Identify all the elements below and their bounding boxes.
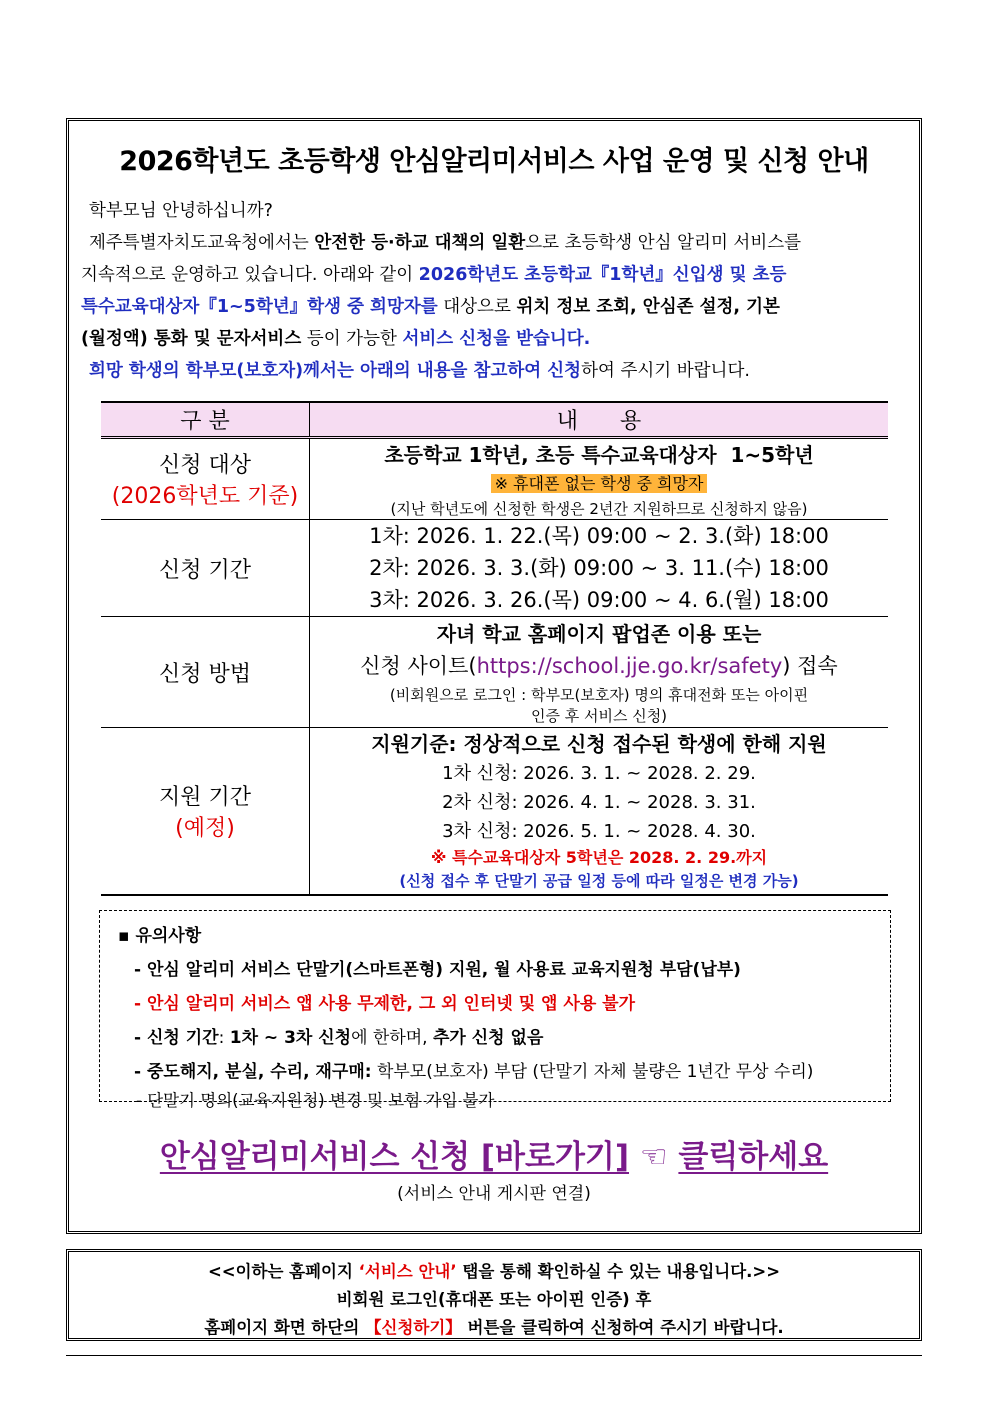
caution-item-1: - 안심 알리미 서비스 단말기(스마트폰형) 지원, 월 사용료 교육지원청 부담(납부) [134, 960, 741, 980]
intro-line-2: 제주특별자치도교육청에서는 안전한 등·하교 대책의 일환으로 초등학생 안심 알리미 서비스를 [89, 233, 802, 253]
support-round-1: 1차 신청: 2026. 3. 1. ~ 2028. 2. 29. [442, 763, 756, 784]
intro-paragraph [81, 195, 911, 387]
header-content: 내 용 [310, 402, 889, 438]
intro-line-6: 희망 학생의 학부모(보호자)께서는 아래의 내용을 참고하여 신청하여 주시기 바랍니다. [89, 361, 750, 381]
table-row-method: 신청 방법 자녀 학교 홈페이지 팝업존 이용 또는 신청 사이트(https://school.jje.go.kr/safety) 접속 (비회원으로 로그인 : 학부모(보호자) 명의 휴대전화 또는 아이핀 인증 후 서비스 신청) [101, 617, 888, 728]
intro-line-3: 지속적으로 운영하고 있습니다. 아래와 같이 2026학년도 초등학교『1학년』신입생 및 초등 [81, 265, 787, 285]
table-row-period [101, 520, 888, 617]
footer-line-1: <<이하는 홈페이지 ‘서비스 안내’ 탭을 통해 확인하실 수 있는 내용입니다.>> [207, 1262, 781, 1281]
support-label: 지원 기간 [158, 785, 251, 810]
caution-item-2: - 안심 알리미 서비스 앱 사용 무제한, 그 외 인터넷 및 앱 사용 불가 [134, 994, 636, 1014]
pointing-hand-icon: ☜ [639, 1139, 668, 1175]
info-table [101, 401, 888, 896]
caution-item-4: - 중도해지, 분실, 수리, 재구매: 학부모(보호자) 부담 (단말기 자체 불량은 1년간 무상 수리) [134, 1062, 814, 1082]
apply-shortcut-link[interactable]: 안심알리미서비스 신청 [바로가기] ☜ 클릭하세요 [159, 1139, 829, 1175]
caution-title: ▪ 유의사항 [118, 926, 202, 946]
method-note-1: (비회원으로 로그인 : 학부모(보호자) 명의 휴대전화 또는 아이핀 [389, 686, 809, 704]
table-header-row [101, 402, 888, 438]
target-label: 신청 대상 [158, 453, 251, 478]
table-row-support [101, 728, 888, 896]
support-change-note: (신청 접수 후 단말기 공급 일정 등에 따라 일정은 변경 가능) [399, 872, 799, 890]
support-special: ※ 특수교육대상자 5학년은 2028. 2. 29.까지 [430, 848, 768, 867]
target-main: 초등학교 1학년, 초등 특수교육대상자 1~5학년 [384, 443, 814, 467]
target-label-sub: (2026학년도 기준) [111, 484, 299, 509]
table-row-target [101, 438, 888, 520]
cta-subtitle: (서비스 안내 게시판 연결) [397, 1184, 591, 1204]
intro-line-5: (월정액) 통화 및 문자서비스 등이 가능한 서비스 신청을 받습니다. [81, 329, 591, 349]
target-highlight: ※ 휴대폰 없는 학생 중 희망자 [491, 474, 708, 493]
header-category: 구 분 [101, 402, 310, 438]
period-round-3: 3차: 2026. 3. 26.(목) 09:00 ~ 4. 6.(월) 18:00 [369, 588, 829, 612]
method-label: 신청 방법 [101, 617, 310, 728]
greeting: 학부모님 안녕하십니까? [89, 201, 273, 221]
period-label: 신청 기간 [101, 520, 310, 617]
bottom-rule [66, 1355, 922, 1356]
page-title: 2026학년도 초등학생 안심알리미서비스 사업 운영 및 신청 안내 [119, 146, 869, 177]
footer-line-2: 비회원 로그인(휴대폰 또는 아이핀 인증) 후 [336, 1290, 652, 1309]
homepage-notice-box [66, 1249, 922, 1341]
footer-line-3: 홈페이지 화면 하단의 【신청하기】 버튼을 클릭하여 신청하여 주시기 바랍니다. [204, 1318, 784, 1337]
support-criteria: 지원기준: 정상적으로 신청 접수된 학생에 한해 지원 [371, 732, 827, 756]
caution-item-5: - 단말기 명의(교육지원청) 변경 및 보험 가입 불가 [136, 1091, 495, 1110]
support-round-2: 2차 신청: 2026. 4. 1. ~ 2028. 3. 31. [442, 792, 756, 813]
service-site-link[interactable]: https://school.jje.go.kr/safety [476, 654, 783, 678]
support-label-sub: (예정) [175, 816, 235, 841]
target-note: (지난 학년도에 신청한 학생은 2년간 지원하므로 신청하지 않음) [390, 500, 808, 518]
support-round-3: 3차 신청: 2026. 5. 1. ~ 2028. 4. 30. [442, 821, 756, 842]
period-round-2: 2차: 2026. 3. 3.(화) 09:00 ~ 3. 11.(수) 18:00 [369, 556, 829, 580]
period-round-1: 1차: 2026. 1. 22.(목) 09:00 ~ 2. 3.(화) 18:00 [369, 524, 829, 548]
method-line-1: 자녀 학교 홈페이지 팝업존 이용 또는 [436, 622, 762, 646]
method-note-2: 인증 후 서비스 신청) [530, 707, 668, 725]
intro-line-4: 특수교육대상자『1~5학년』학생 중 희망자를 대상으로 위치 정보 조회, 안심존 설정, 기본 [81, 297, 780, 317]
caution-box [99, 910, 891, 1110]
notice-frame [66, 118, 922, 1234]
caution-item-3: - 신청 기간: 1차 ~ 3차 신청에 한하며, 추가 신청 없음 [134, 1028, 544, 1048]
